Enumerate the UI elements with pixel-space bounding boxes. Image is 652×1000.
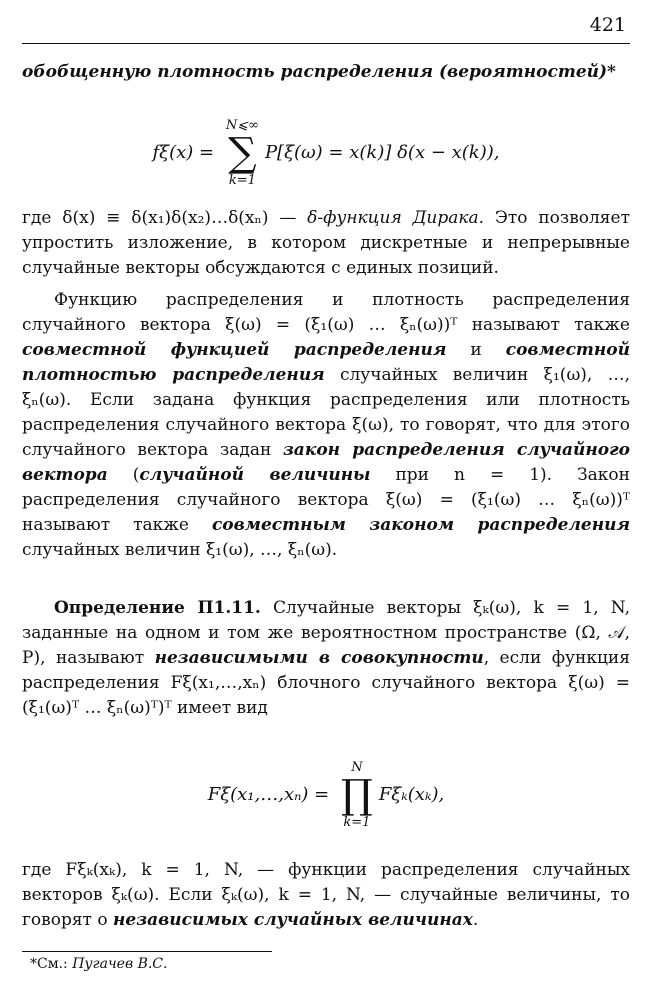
formula-product-lhs: Fξ(x₁,…,xₙ) = bbox=[207, 784, 335, 805]
footnote-author: Пугачев В.С. bbox=[72, 956, 168, 972]
term-generalized-density: обобщенную плотность распределения bbox=[22, 62, 434, 82]
joint-text-i: при n = 1). Закон распределения случайного вектора ξ(ω) = (ξ₁(ω) … ξₙ(ω))ᵀ называют также bbox=[22, 465, 630, 535]
term-mutually-independent: независимыми в совокупности bbox=[154, 648, 484, 668]
dirac-text-a: где δ(x) ≡ δ(x₁)δ(x₂)…δ(xₙ) — bbox=[22, 208, 308, 228]
sigma-symbol: ∑ bbox=[228, 130, 257, 176]
definition-text-d: , если функция распределения Fξ(x₁,…,xₙ) блочного случайного вектора ξ(ω) = (ξ₁(ω)ᵀ … ξₙ(ω)ᵀ)ᵀ имеет вид bbox=[22, 648, 630, 718]
definition-text-b: Случайные векторы ξₖ(ω), k = 1, N, заданные на одном и том же вероятностном пространстве (Ω, 𝒜, P), называют bbox=[22, 598, 630, 668]
term-independent-variables: независимых случайных величинах bbox=[113, 910, 473, 930]
formula-density bbox=[22, 118, 630, 188]
paragraph-intro bbox=[22, 60, 630, 85]
paragraph-joint bbox=[22, 288, 630, 563]
joint-text-k: случайных величин ξ₁(ω), …, ξₙ(ω). bbox=[22, 540, 338, 560]
paragraph-dirac bbox=[22, 206, 630, 281]
paragraph-independent bbox=[22, 858, 630, 933]
term-probabilities: (вероятностей)* bbox=[433, 62, 616, 82]
footnote-rule bbox=[22, 951, 272, 952]
formula-density-lhs: fξ(x) = bbox=[152, 142, 220, 163]
pi-symbol: ∏ bbox=[340, 772, 373, 818]
term-random-variable: случайной величины bbox=[139, 465, 371, 485]
sum-lower-limit: k=1 bbox=[228, 173, 256, 188]
independent-text-a: где Fξₖ(xₖ), k = 1, N, — функции распределения случайных векторов ξₖ(ω). Если ξₖ(ω), k = 1, N, — случайные величины, то говорят о bbox=[22, 860, 630, 930]
term-distribution-law: закон распределения случайного вектора bbox=[22, 440, 631, 485]
formula-density-rhs: P[ξ(ω) = x(k)] δ(x − x(k)), bbox=[264, 142, 500, 163]
joint-text-e: случайных величин ξ₁(ω), …, ξₙ(ω). Если задана функция распределения или плотность распределения случайного вектора ξ(ω), то говорят, что для этого случайного вектора задан bbox=[22, 365, 630, 460]
joint-text-c: и bbox=[446, 340, 506, 360]
footnote bbox=[30, 956, 167, 972]
page-number: 421 bbox=[589, 14, 626, 36]
independent-text-c: . bbox=[472, 910, 479, 930]
formula-product-rhs: Fξₖ(xₖ), bbox=[378, 784, 445, 805]
term-joint-cdf: совместной функцией распределения bbox=[22, 340, 447, 360]
term-joint-law: совместным законом распределения bbox=[211, 515, 630, 535]
product-upper-limit: N bbox=[351, 760, 363, 775]
definition-label: Определение П1.11. bbox=[54, 598, 261, 618]
joint-text-a: Функцию распределения и плотность распределения случайного вектора ξ(ω) = (ξ₁(ω) … ξₙ(ω))ᵀ называют также bbox=[22, 290, 630, 335]
dirac-term: δ-функция Дирака bbox=[307, 208, 479, 228]
formula-product bbox=[22, 760, 630, 830]
paragraph-definition bbox=[22, 596, 630, 721]
header-rule bbox=[22, 43, 630, 44]
product-operator bbox=[341, 760, 373, 830]
dirac-text-c: . Это позволяет упростить изложение, в котором дискретные и непрерывные случайные векторы обсуждаются с единых позиций. bbox=[22, 208, 630, 278]
joint-text-g: ( bbox=[107, 465, 140, 485]
sum-operator bbox=[226, 118, 259, 188]
footnote-mark: *См.: bbox=[30, 956, 73, 972]
product-lower-limit: k=1 bbox=[343, 815, 371, 830]
term-joint-density: совместной плотностью распределения bbox=[22, 340, 630, 385]
sum-upper-limit: N⩽∞ bbox=[225, 118, 259, 133]
